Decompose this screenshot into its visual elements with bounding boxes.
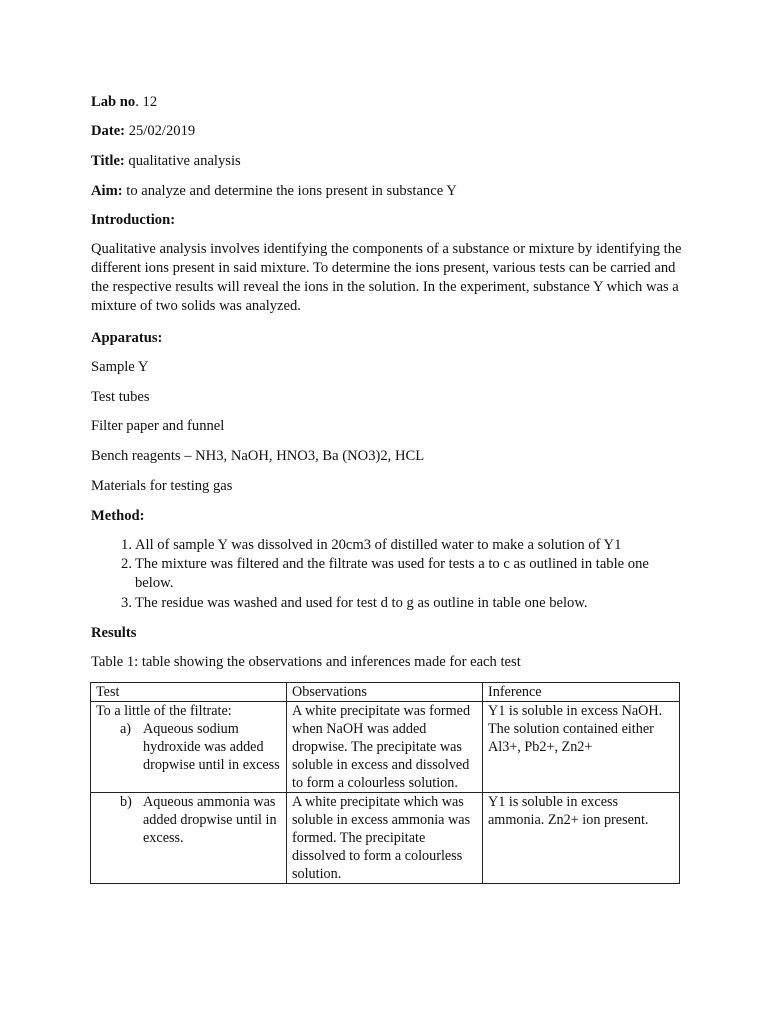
column-header-observations: Observations bbox=[287, 683, 483, 702]
inference-cell: Y1 is soluble in excess ammonia. Zn2+ ion present. bbox=[483, 793, 680, 884]
method-step-number: 2. bbox=[121, 556, 132, 572]
date-value: 25/02/2019 bbox=[125, 123, 196, 139]
introduction-heading: Introduction: bbox=[91, 212, 176, 228]
test-cell bbox=[91, 793, 287, 884]
apparatus-item: Test tubes bbox=[91, 389, 150, 405]
table-row bbox=[91, 702, 680, 793]
apparatus-item: Bench reagents – NH3, NaOH, HNO3, Ba (NO3)2, HCL bbox=[91, 448, 425, 464]
test-cell bbox=[91, 702, 287, 793]
aim-label: Aim: bbox=[91, 183, 123, 199]
apparatus-heading: Apparatus: bbox=[91, 330, 163, 346]
column-header-inference: Inference bbox=[483, 683, 680, 702]
apparatus-item: Sample Y bbox=[91, 359, 149, 375]
title-label: Title: bbox=[91, 153, 125, 169]
method-heading: Method: bbox=[91, 508, 145, 524]
method-step-number: 3. bbox=[121, 595, 132, 611]
filtrate-intro: To a little of the filtrate: bbox=[96, 703, 232, 719]
results-heading: Results bbox=[91, 625, 137, 641]
test-item-label: b) bbox=[120, 794, 132, 810]
method-step-text: All of sample Y was dissolved in 20cm3 of distilled water to make a solution of Y1 bbox=[135, 537, 622, 553]
test-item bbox=[96, 720, 282, 774]
observation-cell: A white precipitate which was soluble in excess ammonia was formed. The precipitate dissolved to form a colourless solution. bbox=[287, 793, 483, 884]
lab-number-line bbox=[91, 93, 157, 112]
lab-number-value: . 12 bbox=[135, 94, 158, 110]
method-step-number: 1. bbox=[121, 537, 132, 553]
table-caption: Table 1: table showing the observations and inferences made for each test bbox=[91, 654, 521, 670]
column-header-test: Test bbox=[91, 683, 287, 702]
inference-cell: Y1 is soluble in excess NaOH. The solution contained either Al3+, Pb2+, Zn2+ bbox=[483, 702, 680, 793]
observation-cell: A white precipitate was formed when NaOH was added dropwise. The precipitate was soluble in excess and dissolved to form a colourless solution. bbox=[287, 702, 483, 793]
test-item-text: Aqueous ammonia was added dropwise until in excess. bbox=[143, 794, 277, 846]
aim-line bbox=[91, 182, 457, 201]
method-step-text: The residue was washed and used for test d to g as outline in table one below. bbox=[135, 595, 588, 611]
introduction-text: Qualitative analysis involves identifying the components of a substance or mixture by identifying the different ions present in said mixture. To determine the ions present, various tests can be carried and the respective results will reveal the ions in the solution. In the experiment, substance Y which was a mixture of two solids was analyzed. bbox=[91, 241, 682, 314]
table-header-row bbox=[91, 683, 680, 702]
table-row bbox=[91, 793, 680, 884]
test-item-text: Aqueous sodium hydroxide was added dropwise until in excess bbox=[143, 721, 280, 773]
date-line bbox=[91, 122, 195, 141]
apparatus-item: Filter paper and funnel bbox=[91, 418, 225, 434]
apparatus-item: Materials for testing gas bbox=[91, 478, 233, 494]
title-line bbox=[91, 152, 241, 171]
results-table bbox=[90, 682, 680, 884]
lab-number-label: Lab no bbox=[91, 94, 136, 110]
method-step-text: The mixture was filtered and the filtrate was used for tests a to c as outlined in table one below. bbox=[135, 556, 649, 591]
title-value: qualitative analysis bbox=[124, 153, 241, 169]
date-label: Date: bbox=[91, 123, 126, 139]
aim-value: to analyze and determine the ions present in substance Y bbox=[122, 183, 457, 199]
test-item bbox=[96, 793, 282, 847]
test-item-label: a) bbox=[120, 721, 132, 737]
